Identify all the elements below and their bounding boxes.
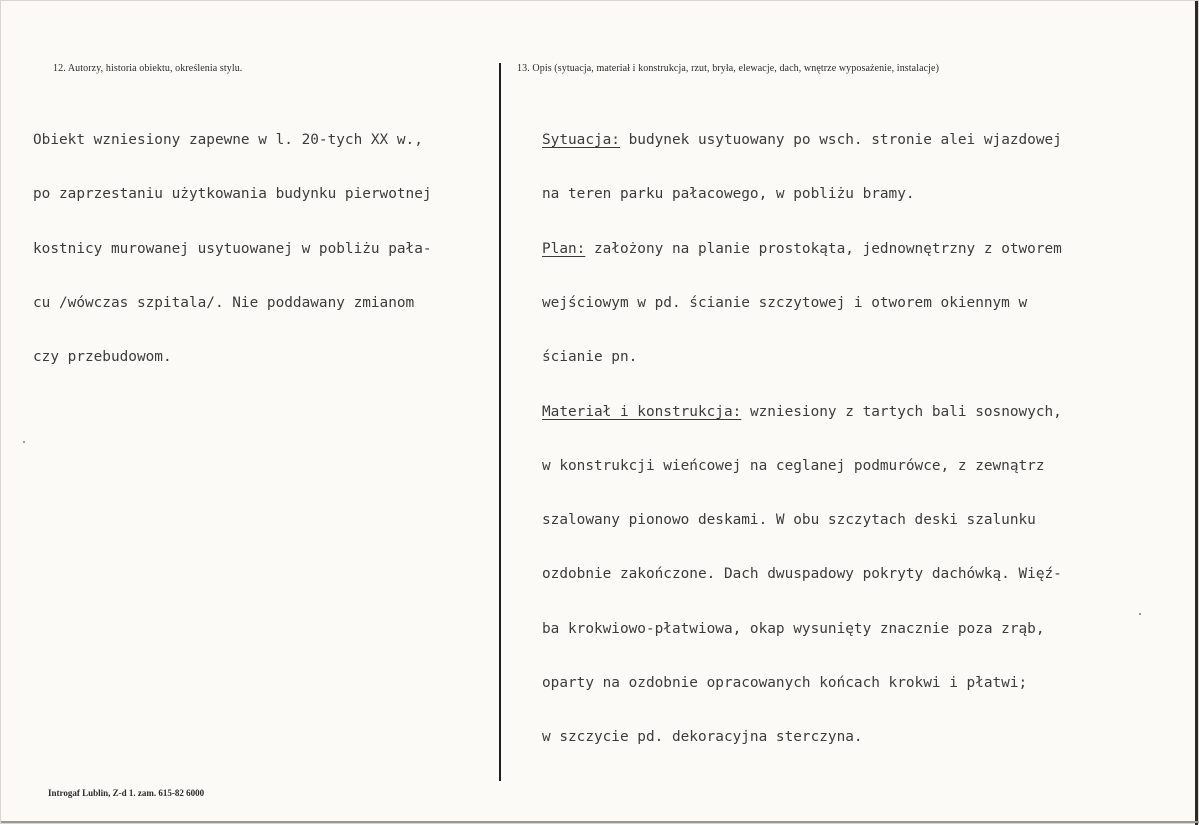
sytuacja-text: budynek usytuowany po wsch. stronie alei wjazdowej xyxy=(619,132,1062,149)
history-text xyxy=(33,95,432,403)
history-line: cu /wówczas szpitala/. Nie poddawany zmianom xyxy=(33,295,415,312)
history-line: kostnicy murowanej usytuowanej w pobliżu pała- xyxy=(33,240,432,257)
description-line: w szczycie pd. dekoracyjna sterczyna. xyxy=(542,729,863,746)
sytuacja-label: Sytuacja: xyxy=(542,132,620,149)
history-line: Obiekt wzniesiony zapewne w l. 20-tych XX w., xyxy=(33,132,423,149)
description-line: oparty na ozdobnie opracowanych końcach krokwi i płatwi; xyxy=(542,675,1028,691)
description-line: ścianie pn. xyxy=(542,349,638,366)
description-line: ba krokwiowo-płatwiowa, okap wysunięty znacznie poza zrąb, xyxy=(542,620,1045,637)
description-line xyxy=(542,131,1062,149)
description-line xyxy=(542,240,1062,258)
description-line: na teren parku pałacowego, w pobliżu bramy. xyxy=(542,186,915,203)
description-line xyxy=(542,403,1062,421)
material-label: Materiał i konstrukcja: xyxy=(542,403,742,420)
plan-label: Plan: xyxy=(542,240,586,257)
card-bottom-edge xyxy=(1,821,1199,823)
material-text: wzniesiony z tartych bali sosnowych, xyxy=(741,403,1062,420)
plan-text: założony na planie prostokąta, jednownętrzny z otworem xyxy=(585,240,1062,257)
section-13-header: 13. Opis (sytuacja, materiał i konstrukcja, rzut, bryła, elewacje, dach, wnętrze wyposażenie, instalacje) xyxy=(517,63,939,74)
printer-imprint: Introgaf Lublin, Z-d 1. zam. 615-82 6000 xyxy=(48,788,205,798)
description-line: wejściowym w pd. ścianie szczytowej i otworem okiennym w xyxy=(542,295,1028,312)
description-text xyxy=(542,95,1062,783)
description-line: w konstrukcji wieńcowej na ceglanej podmurówce, z zewnątrz xyxy=(542,457,1045,474)
description-line: szalowany pionowo deskami. W obu szczytach deski szalunku xyxy=(542,512,1036,529)
card-right-edge xyxy=(1195,1,1198,825)
column-divider xyxy=(499,63,501,781)
history-line: czy przebudowom. xyxy=(33,349,172,366)
paper-speck xyxy=(1139,613,1141,615)
history-line: po zaprzestaniu użytkowania budynku pierwotnej xyxy=(33,186,432,203)
paper-speck xyxy=(23,441,25,443)
section-12-header: 12. Autorzy, historia obiektu, określenia stylu. xyxy=(53,63,243,74)
description-line: ozdobnie zakończone. Dach dwuspadowy pokryty dachówką. Więź- xyxy=(542,566,1062,583)
